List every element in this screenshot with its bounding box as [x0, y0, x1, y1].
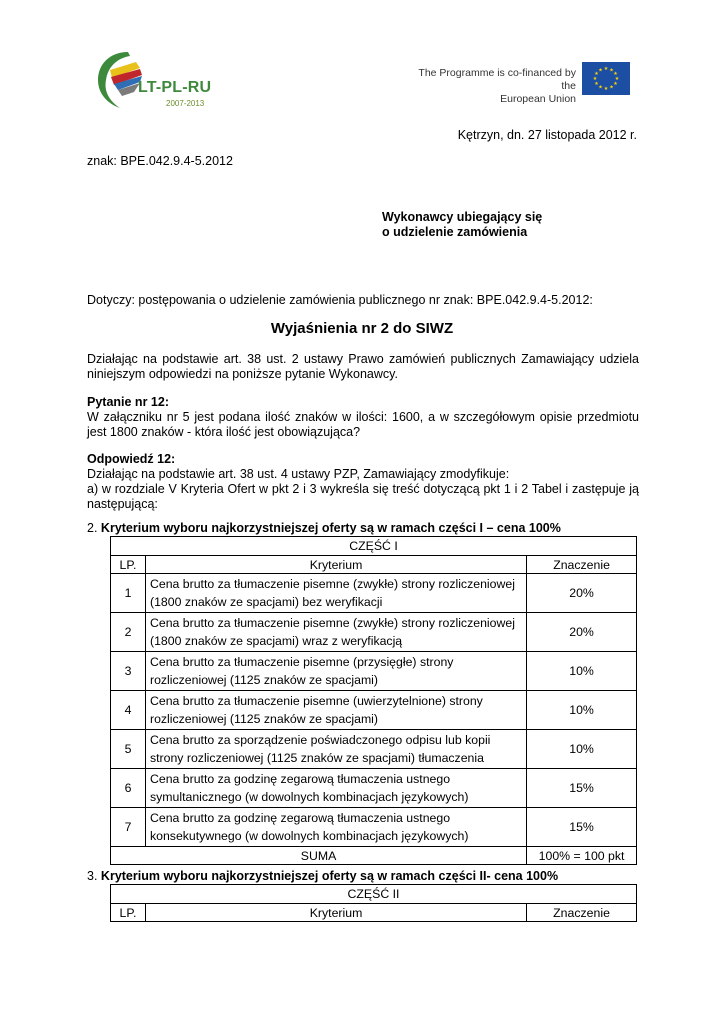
table1-number: 2. — [87, 521, 98, 535]
sum-value: 100% = 100 pkt — [527, 847, 637, 865]
table2-number: 3. — [87, 869, 98, 883]
svg-text:★: ★ — [598, 67, 603, 74]
document-title: Wyjaśnienia nr 2 do SIWZ — [270, 320, 454, 337]
reference-number: znak: BPE.042.9.4-5.2012 — [87, 154, 233, 168]
program-logo — [96, 48, 216, 112]
question-block — [87, 395, 639, 440]
criterion-line-1: Cena brutto za godzinę zegarową tłumaczenia ustnego — [149, 811, 451, 825]
row-criterion — [145, 613, 526, 652]
recipient-line-2: o udzielenie zamówienia — [382, 225, 528, 239]
part-label: CZĘŚĆ I — [111, 537, 637, 556]
header-kryterium: Kryterium — [145, 904, 526, 922]
part-label: CZĘŚĆ II — [111, 885, 637, 904]
header-lp: LP. — [111, 556, 146, 574]
row-lp: 3 — [111, 652, 146, 691]
intro-paragraph: Działając na podstawie art. 38 ust. 2 ustawy Prawo zamówień publicznych Zamawiający udziela niniejszym odpowiedzi na poniższe pytanie Wykonawcy. — [87, 352, 639, 381]
criterion-line-1: Cena brutto za sporządzenie poświadczonego odpisu lub kopii — [149, 733, 491, 747]
row-weight: 20% — [527, 574, 637, 613]
criterion-line-1: Cena brutto za tłumaczenie pisemne (zwykłe) strony rozliczeniowej — [149, 616, 515, 630]
logo-text: LT-PL-RU — [138, 79, 212, 96]
criteria-table-part1 — [110, 536, 637, 865]
programme-line-2: European Union — [500, 93, 576, 105]
answer-block — [87, 452, 639, 512]
row-lp: 6 — [111, 769, 146, 808]
row-criterion — [145, 808, 526, 847]
subject-line: Dotyczy: postępowania o udzielenie zamówienia publicznego nr znak: BPE.042.9.4-5.2012: — [87, 293, 593, 307]
table-row — [111, 769, 637, 808]
svg-text:★: ★ — [603, 66, 609, 72]
svg-text:★: ★ — [594, 81, 599, 87]
criterion-line-1: Cena brutto za godzinę zegarową tłumaczenia ustnego — [149, 772, 451, 786]
row-weight: 15% — [527, 808, 637, 847]
sum-label: SUMA — [111, 847, 527, 865]
header-kryterium: Kryterium — [145, 556, 526, 574]
programme-caption — [404, 67, 576, 106]
row-criterion — [145, 652, 526, 691]
criterion-line-2: symultanicznego (w dowolnych kombinacjach językowych) — [149, 790, 469, 804]
criteria-table-part2 — [110, 884, 637, 922]
row-lp: 7 — [111, 808, 146, 847]
header-znaczenie: Znaczenie — [527, 904, 637, 922]
answer-label: Odpowiedź 12: — [87, 452, 176, 466]
svg-text:★: ★ — [613, 71, 618, 77]
svg-text:★: ★ — [598, 84, 603, 91]
table-row — [111, 652, 637, 691]
table2-title: Kryterium wyboru najkorzystniejszej oferty są w ramach części II- cena 100% — [100, 869, 559, 883]
criterion-line-2: konsekutywnego (w dowolnych kombinacjach językowych) — [149, 829, 469, 843]
table2-heading — [87, 869, 558, 883]
table-row — [111, 730, 637, 769]
criterion-line-2: (1800 znaków ze spacjami) wraz z weryfikacją — [149, 634, 403, 648]
row-weight: 20% — [527, 613, 637, 652]
recipient-line-1: Wykonawcy ubiegający się — [382, 210, 543, 224]
criterion-line-2: strony rozliczeniowej (1125 znaków ze spacjami) tłumaczenia — [149, 751, 484, 765]
row-lp: 2 — [111, 613, 146, 652]
table-row — [111, 691, 637, 730]
row-weight: 10% — [527, 652, 637, 691]
svg-text:★: ★ — [613, 81, 618, 87]
table-row — [111, 808, 637, 847]
answer-line-2: a) w rozdziale V Kryteria Ofert w pkt 2 i 3 wykreśla się treść dotyczącą pkt 1 i 2 Tabel i zastępuje ją następującą: — [87, 482, 639, 511]
row-criterion — [145, 730, 526, 769]
row-lp: 4 — [111, 691, 146, 730]
svg-text:★: ★ — [614, 76, 620, 82]
svg-text:★: ★ — [609, 67, 614, 74]
row-criterion — [145, 574, 526, 613]
criterion-line-1: Cena brutto za tłumaczenie pisemne (przysięgłe) strony — [149, 655, 454, 669]
row-lp: 5 — [111, 730, 146, 769]
header-znaczenie: Znaczenie — [527, 556, 637, 574]
table1-heading — [87, 521, 561, 535]
table-header-row — [111, 904, 637, 922]
question-text: W załączniku nr 5 jest podana ilość znaków w ilości: 1600, a w szczegółowym opisie przedmiotu jest 1800 znaków - która ilość jest obowiązująca? — [87, 410, 639, 439]
table-row — [111, 574, 637, 613]
svg-text:★: ★ — [594, 71, 599, 77]
table1-title: Kryterium wyboru najkorzystniejszej oferty są w ramach części I – cena 100% — [100, 521, 561, 535]
criterion-line-2: rozliczeniowej (1125 znaków ze spacjami) — [149, 712, 379, 726]
row-criterion — [145, 769, 526, 808]
svg-text:★: ★ — [609, 84, 614, 91]
criterion-line-2: (1800 znaków ze spacjami) bez weryfikacji — [149, 595, 383, 609]
recipient-block — [382, 210, 542, 240]
row-weight: 10% — [527, 730, 637, 769]
row-lp: 1 — [111, 574, 146, 613]
letter-date: Kętrzyn, dn. 27 listopada 2012 r. — [457, 128, 637, 142]
table-sum-row — [111, 847, 637, 865]
logo-years: 2007-2013 — [166, 99, 205, 108]
svg-text:★: ★ — [592, 76, 598, 82]
eu-flag-icon — [582, 62, 630, 95]
criterion-line-1: Cena brutto za tłumaczenie pisemne (uwierzytelnione) strony — [149, 694, 483, 708]
answer-line-1: Działając na podstawie art. 38 ust. 4 ustawy PZP, Zamawiający zmodyfikuje: — [87, 467, 510, 481]
header-lp: LP. — [111, 904, 146, 922]
criterion-line-2: rozliczeniowej (1125 znaków ze spacjami) — [149, 673, 379, 687]
criterion-line-1: Cena brutto za tłumaczenie pisemne (zwykłe) strony rozliczeniowej — [149, 577, 515, 591]
table-header-row — [111, 556, 637, 574]
row-weight: 10% — [527, 691, 637, 730]
table-part-row — [111, 885, 637, 904]
table-part-row — [111, 537, 637, 556]
question-label: Pytanie nr 12: — [87, 395, 169, 409]
table-row — [111, 613, 637, 652]
svg-text:★: ★ — [603, 86, 609, 92]
programme-line-1: The Programme is co-financed by the — [418, 67, 576, 92]
row-criterion — [145, 691, 526, 730]
row-weight: 15% — [527, 769, 637, 808]
